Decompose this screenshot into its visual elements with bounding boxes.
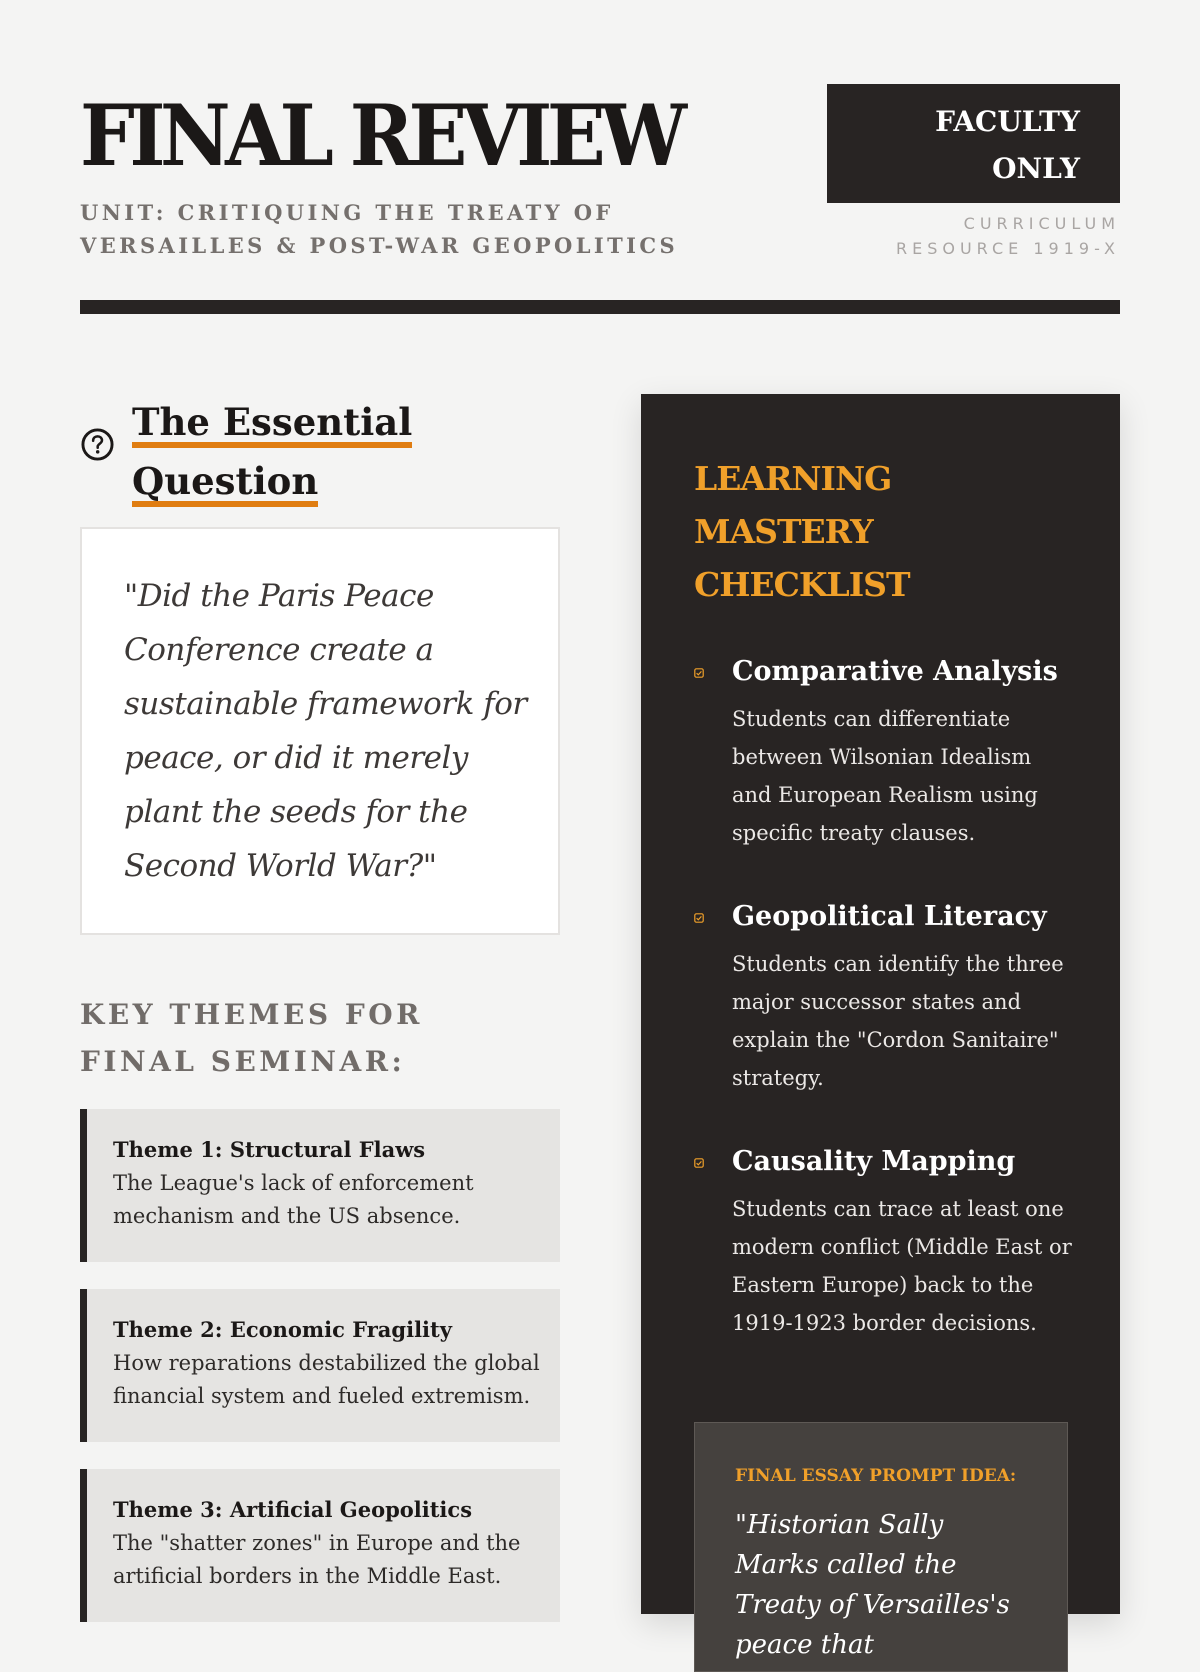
checklist-item-description: Students can differentiate between Wilsonian Idealism and European Realism using specific treaty clauses. (732, 707, 1038, 845)
checklist-item-description: Students can identify the three major successor states and explain the "Cordon Sanitaire" strategy. (732, 952, 1064, 1090)
badge-line-1: FACULTY (935, 105, 1080, 138)
checklist-item-title: Geopolitical Literacy (732, 901, 1047, 932)
theme-title: Theme 2: Economic Fragility (113, 1317, 452, 1342)
theme-description: The "shatter zones" in Europe and the artificial borders in the Middle East. (113, 1531, 521, 1588)
essential-question-heading-line-1: The Essential (132, 402, 412, 448)
theme-description: How reparations destabilized the global financial system and fueled extremism. (113, 1351, 540, 1408)
essential-question-quote: "Did the Paris Peace Conference create a sustainable framework for peace, or did it merely plant the seeds for the Second World War?" (124, 578, 527, 884)
check-square-icon (694, 1158, 704, 1168)
theme-description: The League's lack of enforcement mechanism and the US absence. (113, 1171, 474, 1228)
key-themes-heading: KEY THEMES FOR FINAL SEMINAR: (80, 998, 423, 1078)
essential-question-card (80, 527, 560, 935)
checklist-item-description: Students can trace at least one modern conflict (Middle East or Eastern Europe) back to the 1919-1923 border decisions. (732, 1197, 1072, 1335)
essay-prompt-box (694, 1422, 1068, 1672)
faculty-only-badge (827, 84, 1120, 203)
essential-question-heading (132, 396, 452, 514)
theme-card (80, 1469, 560, 1622)
resource-label (827, 211, 1120, 261)
theme-card (80, 1109, 560, 1262)
essay-prompt-text: "Historian Sally Marks called the Treaty of Versailles's peace that (735, 1510, 1010, 1660)
essay-prompt-label: FINAL ESSAY PROMPT IDEA: (735, 1466, 1017, 1486)
page-title: FINAL REVIEW (80, 86, 682, 185)
check-square-icon (694, 913, 704, 923)
theme-card (80, 1289, 560, 1442)
badge-line-2: ONLY (992, 152, 1080, 185)
resource-line-2: RESOURCE 1919-X (895, 239, 1120, 258)
header-divider (80, 300, 1120, 314)
question-circle-icon (81, 428, 114, 461)
check-square-icon (694, 668, 704, 678)
theme-title: Theme 1: Structural Flaws (113, 1137, 426, 1162)
essential-question-heading-line-2: Question (132, 461, 318, 507)
checklist-item-title: Causality Mapping (732, 1146, 1016, 1177)
checklist-item-title: Comparative Analysis (732, 656, 1058, 687)
mastery-checklist-panel (641, 394, 1120, 1660)
resource-line-1: CURRICULUM (963, 214, 1120, 233)
theme-title: Theme 3: Artificial Geopolitics (113, 1497, 473, 1522)
unit-subtitle: UNIT: CRITIQUING THE TREATY OF VERSAILLES & POST-WAR GEOPOLITICS (80, 200, 679, 258)
checklist-heading: LEARNING MASTERY CHECKLIST (694, 459, 910, 604)
